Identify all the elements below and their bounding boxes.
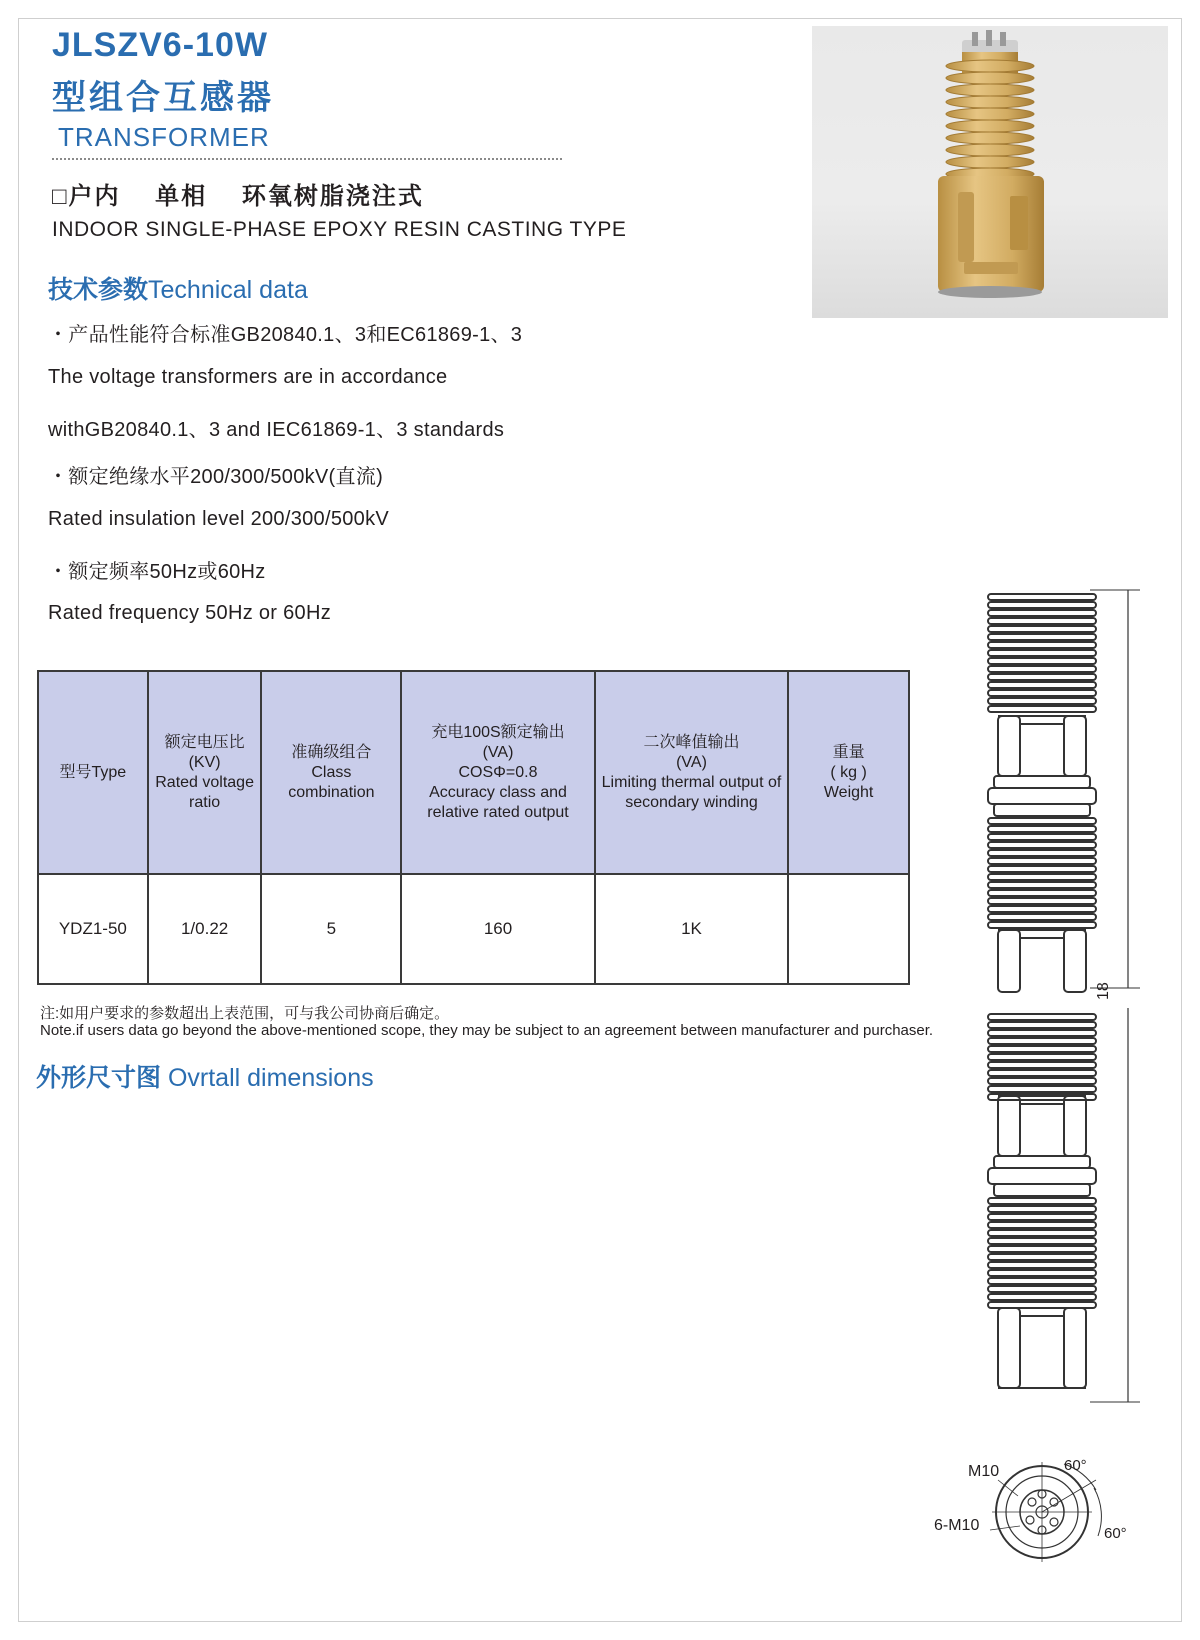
header-line: ( kg ) [830, 763, 867, 781]
shed-rib [988, 850, 1096, 856]
header-line: relative rated output [427, 803, 569, 821]
shed-rib [988, 898, 1096, 904]
header-line: Rated voltage [155, 773, 254, 791]
shed-rib [988, 1198, 1096, 1204]
header-line: 充电100S额定输出 [431, 723, 565, 741]
m10-label: M10 [968, 1463, 1000, 1480]
shed-rib [988, 666, 1096, 672]
note-en: Note.if users data go beyond the above-mentioned scope, they may be subject to an agreement between manufacturer and purchaser. [40, 1022, 934, 1039]
shed-rib [988, 1038, 1096, 1044]
shed-rib [988, 914, 1096, 920]
shed-rib [988, 1254, 1096, 1260]
header-line: 准确级组合 [291, 743, 372, 761]
shed-rib [988, 1206, 1096, 1212]
shed-rib [988, 1294, 1096, 1300]
cell-type: YDZ1-50 [38, 874, 148, 984]
shed-rib [988, 922, 1096, 928]
dotted-divider [52, 158, 562, 160]
header-line: (VA) [676, 753, 707, 771]
shed-rib [988, 642, 1096, 648]
shed-rib [988, 1054, 1096, 1060]
angle-label-right: 60° [1104, 1525, 1127, 1542]
shed-rib [988, 658, 1096, 664]
product-name-cn: 型组合互感器 [52, 79, 274, 117]
type-description-en: INDOOR SINGLE-PHASE EPOXY RESIN CASTING TYPE [52, 218, 627, 241]
shed-rib [988, 826, 1096, 832]
header-thermal-output [595, 671, 788, 874]
table-row [38, 874, 909, 984]
shed-rib [988, 858, 1096, 864]
dimensions-heading-cn: 外形尺寸图 [36, 1064, 162, 1092]
shed-rib [988, 1030, 1096, 1036]
shed-rib [988, 842, 1096, 848]
header-line: Class [311, 763, 352, 781]
header-class [261, 671, 401, 874]
header-line: Limiting thermal output of [601, 773, 782, 791]
shed-rib [988, 1078, 1096, 1084]
note-cn: 注:如用户要求的参数超出上表范围，可与我公司协商后确定。 [40, 1005, 450, 1022]
header-weight [788, 671, 909, 874]
dimensions-heading [36, 1058, 374, 1094]
shed-rib [988, 650, 1096, 656]
shed-rib [988, 1230, 1096, 1236]
header-line: secondary winding [625, 793, 758, 811]
shed-rib [988, 1014, 1096, 1020]
shed-rib [988, 1214, 1096, 1220]
shed-rib [988, 634, 1096, 640]
cell-rated-output: 160 [401, 874, 595, 984]
dimension-drawing [934, 590, 1160, 1640]
shed-rib [988, 1222, 1096, 1228]
shed-rib [988, 690, 1096, 696]
height-dimension-label: 18 [1095, 982, 1112, 1000]
product-name-en: TRANSFORMER [58, 122, 270, 152]
tech-line-2: The voltage transformers are in accordance [48, 366, 448, 388]
header-line: combination [288, 783, 375, 801]
header-voltage-ratio [148, 671, 262, 874]
header-type-line: 型号Type [59, 763, 127, 781]
cell-weight [788, 874, 909, 984]
tech-line-7: Rated frequency 50Hz or 60Hz [48, 602, 331, 624]
shed-rib [988, 874, 1096, 880]
shed-rib [988, 906, 1096, 912]
shed-rib [988, 1246, 1096, 1252]
header-rated-output [401, 671, 595, 874]
header-line: 二次峰值输出 [643, 733, 740, 751]
transformer-photo-graphic [812, 26, 1168, 318]
header-line: 额定电压比 [164, 733, 245, 751]
header-line: Weight [823, 783, 874, 801]
tech-line-1: ・产品性能符合标准GB20840.1、3和EC61869-1、3 [48, 324, 523, 346]
header-line: (KV) [188, 753, 221, 771]
shed-rib [988, 602, 1096, 608]
shed-rib [988, 1046, 1096, 1052]
shed-rib [988, 618, 1096, 624]
technical-heading-cn: 技术参数 [48, 276, 149, 304]
angle-label-top: 60° [1064, 1457, 1087, 1474]
shed-rib [988, 610, 1096, 616]
shed-rib [988, 882, 1096, 888]
technical-data-heading [48, 270, 308, 306]
shed-rib [988, 866, 1096, 872]
tech-line-6: ・额定频率50Hz或60Hz [48, 561, 266, 583]
shed-rib [988, 682, 1096, 688]
header-line: COSΦ=0.8 [458, 763, 538, 781]
cell-class: 5 [261, 874, 401, 984]
header-line: ratio [189, 793, 221, 811]
shed-rib [988, 1022, 1096, 1028]
cell-voltage-ratio: 1/0.22 [148, 874, 262, 984]
shed-rib [988, 698, 1096, 704]
header-type [38, 671, 148, 874]
model-title: JLSZV6-10W [52, 26, 268, 64]
type-description-cn: □户内 单相 环氧树脂浇注式 [52, 183, 424, 210]
table-header-row [38, 671, 909, 874]
shed-rib [988, 706, 1096, 712]
cell-thermal-output: 1K [595, 874, 788, 984]
technical-heading-en: Technical data [148, 276, 308, 304]
spec-table [37, 670, 910, 985]
shed-rib [988, 674, 1096, 680]
shed-rib [988, 834, 1096, 840]
shed-rib [988, 1086, 1096, 1092]
shed-rib [988, 1262, 1096, 1268]
shed-rib [988, 1286, 1096, 1292]
product-photo [812, 26, 1168, 318]
shed-rib [988, 1070, 1096, 1076]
header-line: (VA) [482, 743, 514, 761]
six-m10-label: 6-M10 [934, 1517, 980, 1534]
tech-line-3: withGB20840.1、3 and IEC61869-1、3 standards [48, 419, 505, 441]
dimensions-heading-en: Ovrtall dimensions [167, 1064, 374, 1092]
header-line: Accuracy class and [429, 783, 567, 801]
shed-rib [988, 1278, 1096, 1284]
tech-line-5: Rated insulation level 200/300/500kV [48, 508, 390, 530]
shed-rib [988, 818, 1096, 824]
shed-rib [988, 1270, 1096, 1276]
tech-line-4: ・额定绝缘水平200/300/500kV(直流) [48, 466, 384, 488]
shed-rib [988, 626, 1096, 632]
shed-rib [988, 1238, 1096, 1244]
shed-rib [988, 594, 1096, 600]
shed-rib [988, 1062, 1096, 1068]
header-line: 重量 [832, 743, 865, 761]
shed-rib [988, 890, 1096, 896]
